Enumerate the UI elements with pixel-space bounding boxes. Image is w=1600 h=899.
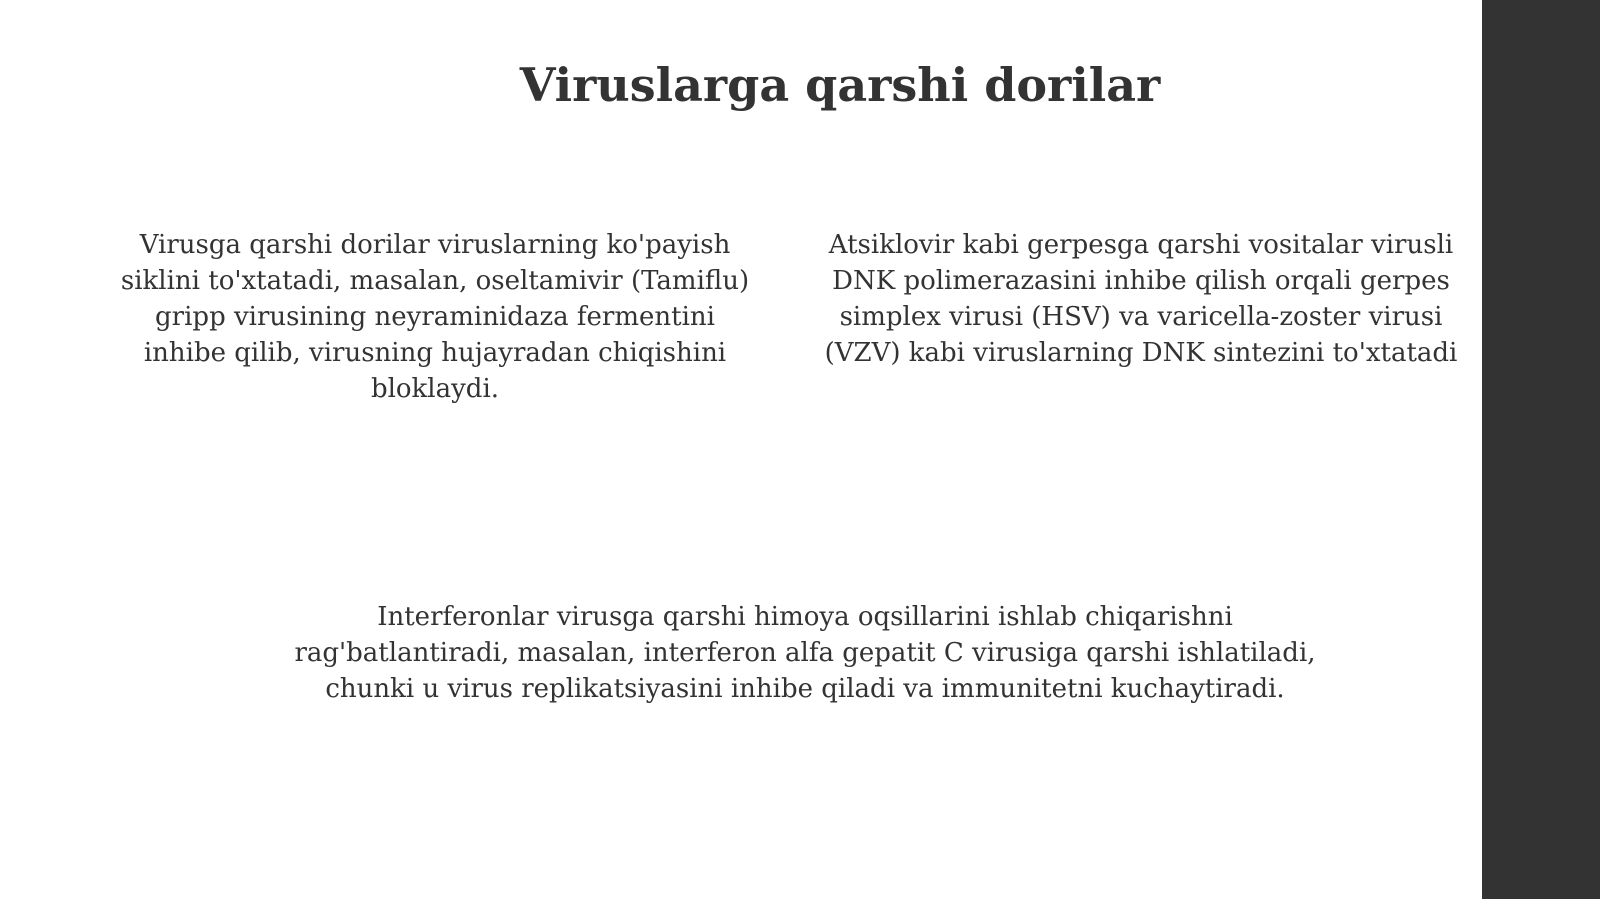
bottom-paragraph: Interferonlar virusga qarshi himoya oqsillarini ishlab chiqarishni rag'batlantiradi, masalan, interferon alfa gepatit C virusiga qarshi ishlatiladi, chunki u virus replikatsiyasini inhibe qiladi va immunitetni kuchaytiradi. (294, 602, 1316, 704)
slide-title: Viruslarga qarshi dorilar (519, 58, 1161, 112)
right-paragraph (800, 227, 1482, 377)
right-paragraph-line: (VZV) kabi viruslarning DNK sintezini to'xtatadi (824, 338, 1458, 368)
side-band (1482, 0, 1600, 899)
left-paragraph: Virusga qarshi dorilar viruslarning ko'payish siklini to'xtatadi, masalan, oseltamivir (Tamiflu) gripp virusining neyraminidaza fermentini inhibe qilib, virusning hujayradan chiqishini bloklaydi. (120, 230, 750, 404)
right-paragraph-line: simplex virusi (HSV) va varicella-zoster virusi (839, 302, 1443, 332)
right-paragraph-line: DNK polimerazasini inhibe qilish orqali gerpes (832, 266, 1450, 296)
right-paragraph-line: Atsiklovir kabi gerpesga qarshi vositalar virusli (828, 230, 1454, 260)
